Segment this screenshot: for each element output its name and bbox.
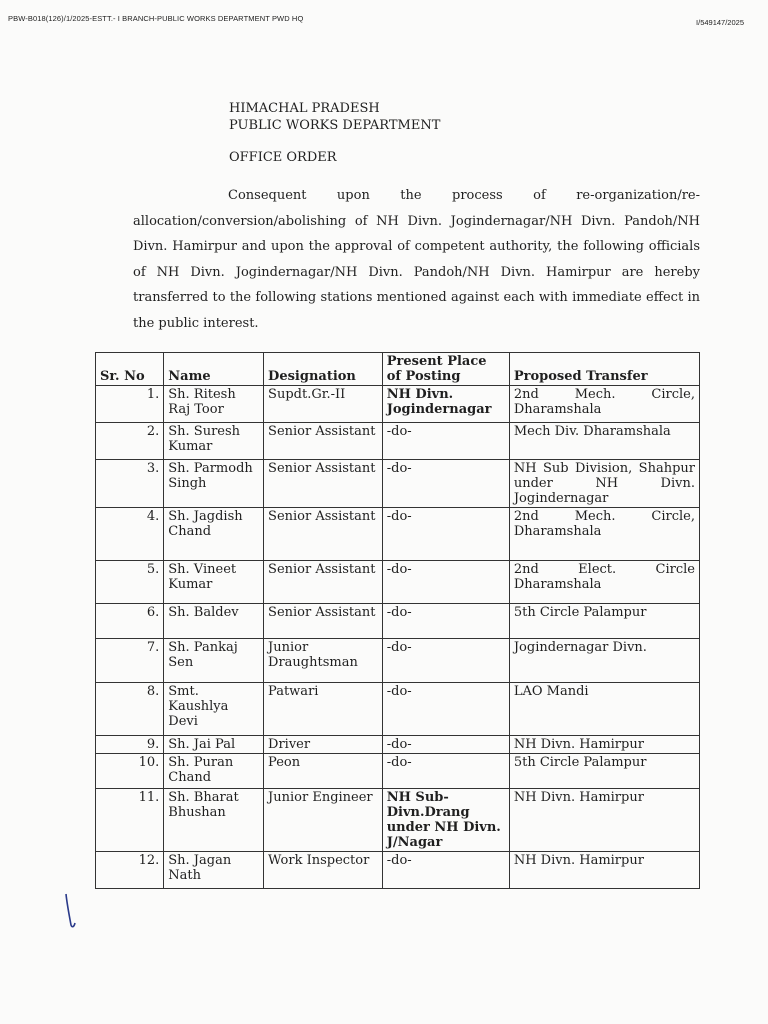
table-row [96, 460, 700, 508]
present-posting-cell: -do- [382, 460, 509, 508]
sr-no-cell: 5. [96, 561, 164, 604]
name-cell: Sh. Baldev [164, 604, 264, 639]
name-cell: Sh. Puran Chand [164, 754, 264, 789]
proposed-transfer-cell: 2nd Mech. Circle, Dharamshala [509, 508, 699, 561]
name-cell: Sh. Jagan Nath [164, 852, 264, 889]
present-posting-cell: -do- [382, 604, 509, 639]
proposed-transfer-cell: LAO Mandi [509, 683, 699, 736]
name-cell: Sh. Bharat Bhushan [164, 789, 264, 852]
name-cell: Sh. Parmodh Singh [164, 460, 264, 508]
designation-cell: Driver [264, 736, 383, 754]
transfer-table [95, 352, 700, 889]
file-reference: PBW-B018(126)/1/2025-ESTT.- I BRANCH-PUBLIC WORKS DEPARTMENT PWD HQ [8, 14, 304, 23]
table-row [96, 386, 700, 423]
header-name: Name [164, 353, 264, 386]
present-posting-cell: NH Sub-Divn.Drang under NH Divn. J/Nagar [382, 789, 509, 852]
header-present-posting: Present Place of Posting [382, 353, 509, 386]
designation-cell: Supdt.Gr.-II [264, 386, 383, 423]
designation-cell: Junior Engineer [264, 789, 383, 852]
proposed-transfer-cell: 5th Circle Palampur [509, 604, 699, 639]
present-posting-cell: -do- [382, 561, 509, 604]
organization-heading [229, 100, 440, 134]
table-header-row [96, 353, 700, 386]
designation-cell: Senior Assistant [264, 604, 383, 639]
present-posting-cell: NH Divn. Jogindernagar [382, 386, 509, 423]
table-row [96, 423, 700, 460]
designation-cell: Senior Assistant [264, 423, 383, 460]
table-row [96, 639, 700, 683]
table-row [96, 852, 700, 889]
sr-no-cell: 3. [96, 460, 164, 508]
header-sr-no: Sr. No [96, 353, 164, 386]
designation-cell: Work Inspector [264, 852, 383, 889]
table-body [96, 386, 700, 889]
designation-cell: Patwari [264, 683, 383, 736]
present-posting-cell: -do- [382, 683, 509, 736]
present-posting-cell: -do- [382, 423, 509, 460]
proposed-transfer-cell: 5th Circle Palampur [509, 754, 699, 789]
name-cell: Sh. Jai Pal [164, 736, 264, 754]
designation-cell: Senior Assistant [264, 508, 383, 561]
proposed-transfer-cell: NH Divn. Hamirpur [509, 789, 699, 852]
org-department: PUBLIC WORKS DEPARTMENT [229, 118, 441, 133]
table-row [96, 508, 700, 561]
proposed-transfer-cell: 2nd Mech. Circle, Dharamshala [509, 386, 699, 423]
sr-no-cell: 9. [96, 736, 164, 754]
sr-no-cell: 7. [96, 639, 164, 683]
table-row [96, 683, 700, 736]
sr-no-cell: 11. [96, 789, 164, 852]
header-proposed-transfer: Proposed Transfer [509, 353, 699, 386]
handwritten-tick-mark [60, 892, 80, 932]
present-posting-cell: -do- [382, 852, 509, 889]
table-row [96, 561, 700, 604]
proposed-transfer-cell: Jogindernagar Divn. [509, 639, 699, 683]
present-posting-cell: -do- [382, 508, 509, 561]
proposed-transfer-cell: NH Divn. Hamirpur [509, 852, 699, 889]
designation-cell: Junior Draughtsman [264, 639, 383, 683]
sr-no-cell: 8. [96, 683, 164, 736]
proposed-transfer-cell: 2nd Elect. Circle Dharamshala [509, 561, 699, 604]
name-cell: Sh. Ritesh Raj Toor [164, 386, 264, 423]
table-row [96, 789, 700, 852]
designation-cell: Senior Assistant [264, 460, 383, 508]
header-designation: Designation [264, 353, 383, 386]
document-number: I/549147/2025 [696, 18, 744, 27]
order-body-paragraph: Consequent upon the process of re-organization/re-allocation/conversion/abolishing of NH Divn. Jogindernagar/NH Divn. Pandoh/NH Divn. Hamirpur and upon the approval of competent authority, the following officials of NH Divn. Jogindernagar/NH Divn. Pandoh/NH Divn. Hamirpur are hereby transferred to the following stations mentioned against each with immediate effect in the public interest. [133, 188, 700, 331]
present-posting-cell: -do- [382, 754, 509, 789]
proposed-transfer-cell: NH Sub Division, Shahpur under NH Divn. Jogindernagar [509, 460, 699, 508]
designation-cell: Senior Assistant [264, 561, 383, 604]
name-cell: Sh. Jagdish Chand [164, 508, 264, 561]
sr-no-cell: 1. [96, 386, 164, 423]
table-row [96, 604, 700, 639]
table-row [96, 754, 700, 789]
name-cell: Sh. Vineet Kumar [164, 561, 264, 604]
present-posting-cell: -do- [382, 736, 509, 754]
name-cell: Smt. Kaushlya Devi [164, 683, 264, 736]
proposed-transfer-cell: Mech Div. Dharamshala [509, 423, 699, 460]
sr-no-cell: 6. [96, 604, 164, 639]
table-row [96, 736, 700, 754]
sr-no-cell: 12. [96, 852, 164, 889]
name-cell: Sh. Pankaj Sen [164, 639, 264, 683]
name-cell: Sh. Suresh Kumar [164, 423, 264, 460]
sr-no-cell: 4. [96, 508, 164, 561]
order-title: OFFICE ORDER [229, 150, 337, 165]
proposed-transfer-cell: NH Divn. Hamirpur [509, 736, 699, 754]
designation-cell: Peon [264, 754, 383, 789]
present-posting-cell: -do- [382, 639, 509, 683]
sr-no-cell: 10. [96, 754, 164, 789]
org-state: HIMACHAL PRADESH [229, 101, 380, 116]
sr-no-cell: 2. [96, 423, 164, 460]
